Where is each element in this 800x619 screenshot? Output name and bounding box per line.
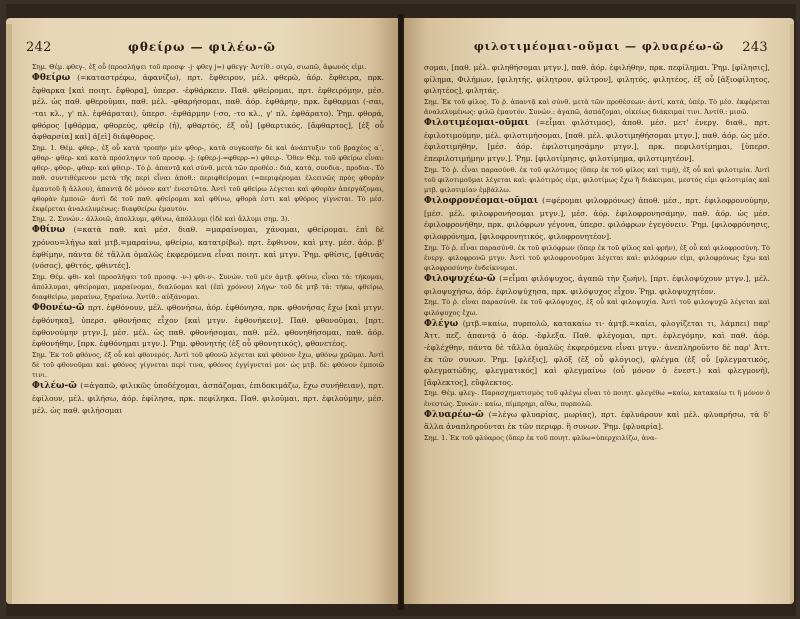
paragraph-text: Σημ. 2. Συνών.: ἀλλοιῶ, ἀπολλυμι, φθίνω, ἀπόλλυμι (ἰδὲ καὶ ἄλλυμι σημ. 3).	[32, 215, 290, 224]
entry-headword: Φιλοφρονέομαι-οῦμαι	[424, 196, 543, 207]
entry-paragraph	[424, 409, 770, 433]
entry-paragraph	[32, 72, 384, 143]
paragraph-text: πρτ. ἐφθόνουν, μέλ. φθονήσω, ἀόρ. ἐφθόνησα, πρκ. φθονήσας ἔχω [καὶ μτγν. ἐφθόνηκα], ὑπερσ. φθονήσας εἶχον [καὶ μτγν. ἐφθονήκειν]. Παθ. φθονοῦμαι, [πρτ. ἐφθονούμην μτγν.], μέσ. μέλ. ὡς παθ. φθονήσομαι, παθ. μέλ. φθονηθήσομαι, παθ. ἀόρ. ἐφθονήθην, [πρκ. ἐφθόνημαι μτγν.]. Ῥημ. φθονητής (ἐξ οὗ φθονητικός), φθονετέος.	[32, 303, 384, 349]
entry-headword: Φλέγω	[424, 318, 463, 329]
entry-headword: Φιλέω-ῶ	[32, 381, 81, 392]
note-paragraph	[424, 165, 770, 196]
entry-paragraph	[424, 318, 770, 389]
left-page	[6, 18, 398, 604]
entry-paragraph	[424, 195, 770, 242]
entry-headword: Φθίνω	[32, 225, 74, 236]
left-page-edge	[6, 24, 12, 604]
entry-headword: Φθονέω-ῶ	[32, 303, 88, 314]
paragraph-text: (=κατὰ παθ. καὶ μέσ. διαθ. =μαραίνομαι, χάνομαι, φθείρομαι. ἐπὶ δὲ χρόνου=λήγω καὶ μτβ.=μαραίνω, φθείρω, κατατρίβω). πρτ. ἔφθινον, καὶ μτγ. μέσ. ἀόρ. β' ἐφθίμην, πάντα δὲ τἄλλα ὁμαλῶς ἐκφερόμενα εἶναι ποιητ. καὶ μτγν. Ῥημ. φθίσις, [φθινάς (νόσος), φθιτός, φθιντές].	[32, 225, 384, 271]
paragraph-text: Σημ. 1. Θέμ. φθερ-, ἐξ οὗ κατὰ τροπὴν μὲν φθορ-, κατὰ συγκοπὴν δὲ καὶ ἀνάπτυξιν τοῦ βραχέος α΄, φθαρ-· φθερ- καὶ κατὰ πρόσληψιν τοῦ προσφ. -j: (φθερ-j-=φθερρ-=) φθειρ-. Ὅθεν Θέμ. τοῦ φθείρω εἶναι: φθερ-, φθορ-, φθαρ- καὶ φθειρ-. Τὸ ῥ. ἀπαντᾷ καὶ σύνθ. μετὰ τῶν προθέσ.: διά, κατά, συνδια-, προδια-. Τὸ παθ. συντιθέμενον μετὰ τῆς περί εἶναι ἀποθ.: περιφθείρομαι (=περιφέρομαι ἐλεεινῶς πρὸς φθορὰν ἐμαυτοῦ ἢ ἄλλου), ἀπαντᾷ δὲ μόνον κατ' ἐνεστῶτα. Ἀντὶ τοῦ φθείρω λέγεται καὶ φθορὰν ἀπεργάζομαι, φθορὰν ἐμποιῶ· ἀντὶ δὲ τοῦ παθ. φθείρομαι καὶ φθίνω, φθορὰ ἐστι καὶ φθόρος γίγνεται. Τὸ μέσ. ἐκφέρεται ἀναλελυμένως: διαφθείρω ἐμαυτόν.	[32, 143, 384, 213]
entry-headword: Φιλοψυχέω-ῶ	[424, 274, 500, 285]
paragraph-text: (μτβ.=καίω, πυρπολῶ, κατακαίω τι· ἀμτβ.=καίει, φλογίζεται τι, λάμπει) παρ' Ἀττ. πεζ. ἀπαντᾷ ὁ ἀόρ. -ἔφλεξα. Παθ. φλέγομαι, πρτ. ἐφλεγόμην, καὶ παθ. ἀόρ. -ἐφλέχθην, πάντα δὲ τἄλλα ὁμαλῶς ἐκφερόμενα εἶναι μτγν.· ἀνεπληροῦντο δὲ παρ' Ἀττ. ἐκ τῶν συνων. Ῥημ. [φλέξις], φλόξ (ἐξ οὗ φλόγιος), φλέγμα (ἐξ οὗ [φλεγματικός, φλεγματώδης, φλεγματικός] καὶ φλεγμαίνω (οὗ μόνον ὁ ἐνεστ.) καὶ φλεγμονή), [ἄφλεκτος], εὔφλεκτος.	[424, 318, 771, 387]
note-paragraph	[424, 388, 770, 408]
right-page-edge	[790, 24, 794, 604]
entry-headword: Φθείρω	[32, 73, 78, 84]
note-paragraph	[32, 143, 384, 214]
entry-paragraph	[424, 117, 770, 164]
entry-paragraph	[424, 62, 770, 97]
paragraph-text: Σημ. Τὸ ῥ. εἶναι παρασύνθ. ἐκ τοῦ φιλόφρων (ὅπερ ἐκ τοῦ φίλος καὶ φρήν), ἐξ οὗ καὶ φιλοφροσύνη. Τὸ ἐνεργ. φιλοφρονῶ μτγν. Ἀντὶ τοῦ φιλοφρονοῦμαι λέγεται καὶ: φιλόφρων εἰμι, φιλοφρόνως ἔχω καὶ φιλοφροσύνην ἐνδείκνυμαι.	[424, 243, 770, 272]
paragraph-text: Σημ. Ἐκ τοῦ φθόνος, ἐξ οὗ καὶ φθονερός. Ἀντὶ τοῦ φθονῶ λέγεται καὶ φθόνον ἔχω, φθόνῳ χρῶμαι. Ἀντὶ δὲ τοῦ φθονοῦμαι καὶ: φθόνος γίγνεται περί τινα, φθόνος ἐγγίγνεταί μοι· ὡς μτβ. δὲ: φθόνον ἐμποιῶ τινι.	[32, 350, 384, 380]
note-paragraph	[32, 350, 384, 381]
paragraph-text: Σημ. Θέμ. φλεγ-. Παρασχηματισμὸς τοῦ φλέγω εἶναι τὸ ποιητ. φλεγέθω =καίω, κατακαίω τι ἢ μόνον ὁ ἐνεστώς. Συνών.: καίω, πίμπρημι, αἴθω, πυρπολῶ.	[424, 389, 770, 408]
right-page-text	[424, 62, 770, 443]
entry-headword: Φιλοτιμέομαι-οῦμαι	[424, 118, 537, 129]
left-page-text	[32, 62, 384, 416]
paragraph-text: (=εἶμαι φιλότιμος), ἀποθ. μέσ. μετ' ἐνεργ. διαθ., πρτ. ἐφιλοτιμούμην, μέλ. φιλοτιμήσομαι, [παθ. μέλ. φιλοτιμηθήσομαι μτγν.], παθ. ἀόρ. ὡς μέσ. ἐφιλοτιμήθην, [μέσ. ἀόρ. ἐφιλοτιμησάμην μτγν.], πρκ. πεφιλοτίμημαι, [ὑπερσ. ἐπεφιλοτιμήμην μτγν.]. Ῥημ. [φιλοτίμησις, φιλοτίμημα, φιλοτιμητέον].	[424, 118, 770, 163]
note-paragraph	[424, 97, 770, 117]
paragraph-text: σομαι, [παθ. μέλ. φιληθήσομαι μτγν.], παθ. ἀόρ. ἐφιλήθην, πρκ. πεφίλημαι. Ῥημ. [φίλησις], φίλημα, Φιλήμων, [φιλητής, φίλητρον, φίλτρον], φιλητός, φιλητέος, ἐξ οὗ [ἀξιοφίλητος, φιλητέος], φιλητάς.	[424, 63, 770, 96]
paragraph-text: (=καταστρέφω, ἀφανίζω), πρτ. ἔφθειρον, μέλ. φθερῶ, ἀόρ. ἔφθειρα, πρκ. ἔφθαρκα [καὶ ποιητ. ἔφθορα], ὑπερσ. -ἐφθάρκειν. Παθ. φθείρομαι, πρτ. ἐφθειρόμην, μέσ. μέλ. ὡς παθ. φθεροῦμαι, παθ. μέλ. -φθαρήσομαι, παθ. ἀόρ. ἐφθάρην, πρκ. ἔφθαρμαι (-σαι, -ται κλ., γ' πλ. ἐφθάραται), ὑπερσ. -ἐφθάρμην (-σο, -το κλ., γ' πλ. ἐφθάρατο). Ῥημ. φθορά, φθόρος [φθόρμα, φθορεύς, φθείρ (ἡ), φθαρτός, ἐξ οὗ] [φθαρτικός, [ἄφθαρτος], [ἐξ οὗ ἀφθαρσία] καὶ] ἀ[εὶ] διάφθορος.	[32, 73, 384, 142]
paragraph-text: Σημ. Τὸ ῥ. εἶναι παρασύνθ. ἐκ τοῦ φιλόψυχος, ἐξ οὗ καὶ φιλοψυχία. Ἀντὶ τοῦ φιλοψυχῶ λέγεται καὶ φιλόψυχος ἔχω.	[424, 298, 770, 317]
paragraph-text: (=λέγω φλυαρίας, μωρίας), πρτ. ἐφλυάρουν καὶ μέλ. φλυαρήσω, τὰ δ' ἄλλα ἀναπληροῦνται ἐκ τῶν περιφρ. ἢ συνων. Ῥημ. [φλυαρία].	[424, 409, 770, 432]
note-paragraph	[32, 62, 384, 72]
paragraph-text: Σημ. Τὸ ῥ. εἶναι παρασύνθ. ἐκ τοῦ φιλότιμος (ὅπερ ἐκ τοῦ φίλος καὶ τιμή), ἐξ οὗ καὶ φιλοτιμία. Ἀντὶ τοῦ φιλοτιμοῦμαι λέγεται καὶ: φιλότιμός εἰμι, φιλοτίμως ἔχω ἢ διάκειμαι, μεστός εἰμι φιλοτιμίας καὶ μτβ. φιλοτιμίαν ἐμβάλλω.	[424, 165, 770, 194]
paragraph-text: (=εἶμαι φιλόψυχος, ἀγαπῶ τὴν ζωήν), [πρτ. ἐφιλοψύχουν μτγν.], μέλ. φιλοψυχήσω, ἀόρ. ἐφιλοψύχησα, πρκ. φιλόψυχος εἶχον. Ῥημ. φιλοψυχητέον.	[424, 274, 770, 296]
note-paragraph	[32, 214, 384, 224]
book-spread	[6, 4, 796, 616]
note-paragraph	[424, 433, 770, 443]
paragraph-text: (=φέρομαι φιλοφρόνως) ἀποθ. μέσ., πρτ. ἐφιλοφρονούμην, [μέσ. μέλ. φιλοφρονήσομαι μτγν.], μέσ. ἀόρ. ἐφιλοφρονησάμην, παθ. ἀόρ. ὡς μέσ. ἐφιλοφρονήθην, πρκ. φιλόφρων γέγονα, ὑπερσ. φιλόφρων ἐγεγόνειν. Ῥημ. [φιλοφρόνησις, φιλοφρόνημα, [φιλοφρονητικός, φιλοφρονητέον].	[424, 196, 770, 241]
right-page	[404, 18, 794, 604]
entry-paragraph	[32, 302, 384, 349]
left-page-number: 242	[26, 40, 52, 55]
right-running-head: φιλοτιμέομαι-οῦμαι — φλυαρέω-ῶ	[473, 40, 725, 53]
entry-paragraph	[32, 224, 384, 271]
note-paragraph	[424, 297, 770, 317]
entry-paragraph	[32, 380, 384, 416]
paragraph-text: Σημ. Θέμ. φθεγ-, ἐξ οὗ (προσλήψει τοῦ προσφ· -j· φθεγ j=) φθεγγ· Ἀντίθ.: σιγῶ, σιωπῶ, ἄφωνός εἰμι.	[32, 63, 367, 71]
left-running-head: φθείρω — φιλέω-ῶ	[128, 40, 276, 54]
entry-paragraph	[424, 273, 770, 297]
paragraph-text: (=ἀγαπῶ, φιλικῶς ὑποδέχομαι, ἀσπάζομαι, ἐπιδοκιμάζω, ἔχω συνήθειαν), πρτ. ἐφίλουν, μέλ. φιλήσω, ἀόρ. ἐφίλησα, πρκ. πεφίληκα. Παθ. φιλοῦμαι, πρτ. ἐφιλούμην, μέσ. μέλ. ὡς παθ. φιλήσομαι	[32, 381, 385, 415]
entry-headword: Φλυαρέω-ῶ	[424, 409, 489, 420]
note-paragraph	[424, 243, 770, 274]
paragraph-text: Σημ. Ἐκ τοῦ φίλος. Τὸ ῥ. ἀπαντᾷ καὶ σύνθ. μετὰ τῶν προθέσεων: ἀντί, κατά, ὑπέρ. Τὸ μέσ. ἐκφέρεται ἀναλελυμένως: φιλῶ ἐμαυτόν. Συνών.: ἀγαπῶ, ἀσπάζομαι, οἰκείως διάκειμαί τινι. Ἀντίθ.: μισῶ.	[424, 97, 770, 116]
paragraph-text: Σημ. 1. Ἐκ τοῦ φλύαρος (ὅπερ ἐκ τοῦ ποιητ. φλύω=ὑπερχειλίζω, ἀνα-	[424, 433, 657, 442]
paragraph-text: Σημ. Θέμ. φθι- καὶ (προσλήψει τοῦ προσφ. -ν-) φθι-ν-. Συνών. τοῦ μὲν ἀμτβ. φθίνω, εἶναι τά: τήκομαι, ἀπόλλυμαι, φθείρομαι, μαραίνομαι, διαλύομαι καὶ (ἐπὶ χρόνου) λήγω· τοῦ δὲ μτβ τά: τήκω, φθείρω, διαφθείρω, μαραίνω, ξηραίνω. Ἀντίθ.: αὐξάνομαι.	[32, 272, 384, 302]
right-page-number: 243	[742, 40, 768, 55]
note-paragraph	[32, 272, 384, 303]
